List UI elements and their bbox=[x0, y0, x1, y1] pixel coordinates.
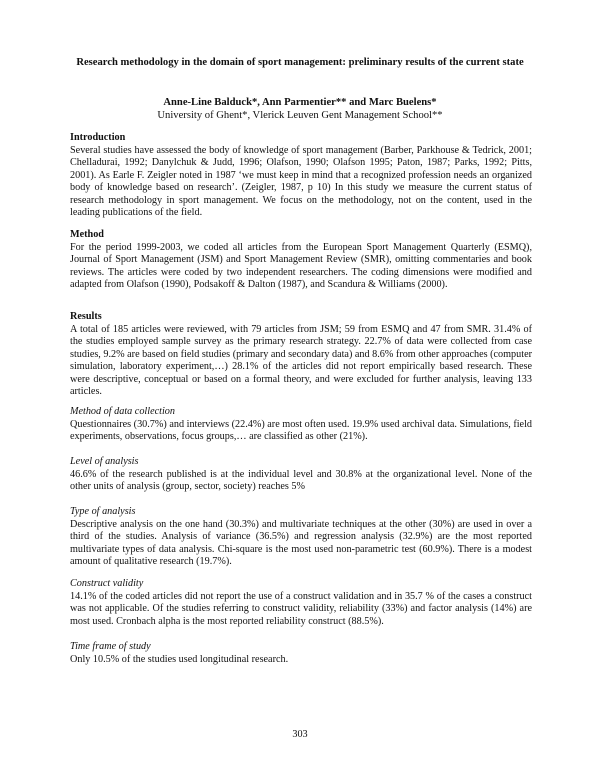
section-paragraph: Descriptive analysis on the one hand (30.3%) and multivariate techniques at the other (30%) are used in over a third of the studies. Analysis of variance (36.5%) and regression analysis (32.9%) are the most reported multivariate types of data analysis. Chi-square is the most used non-parametric test (60.9%). There is a modest amount of qualitative research (19.7%). bbox=[70, 518, 532, 567]
subsection-heading: Time frame of study bbox=[70, 641, 151, 652]
subsection-type-of-analysis bbox=[70, 506, 532, 569]
section-paragraph: 46.6% of the research published is at the individual level and 30.8% at the organizational level. None of the other units of analysis (group, sector, society) reaches 5% bbox=[70, 468, 532, 492]
section-paragraph: For the period 1999-2003, we coded all articles from the European Sport Management Quarterly (ESMQ), Journal of Sport Management (JSM) and Sport Management Review (SMR), omitting commentaries and book reviews. The articles were coded by two independent researchers. The coding dimensions were modified and adapted from Olafson (1990), Podsakoff & Dalton (1987), and Scandura & Williams (2000). bbox=[70, 241, 532, 290]
paper-title: Research methodology in the domain of sport management: preliminary results of the current state bbox=[76, 57, 524, 68]
section-introduction bbox=[70, 132, 532, 220]
section-results bbox=[70, 311, 532, 399]
page-number: 303 bbox=[292, 729, 308, 740]
subsection-heading: Construct validity bbox=[70, 578, 144, 589]
subsection-heading: Level of analysis bbox=[70, 456, 139, 467]
section-heading: Introduction bbox=[70, 132, 126, 143]
subsection-heading: Method of data collection bbox=[70, 406, 175, 417]
subsection-level-of-analysis bbox=[70, 456, 532, 494]
section-paragraph: Only 10.5% of the studies used longitudinal research. bbox=[70, 653, 289, 665]
subsection-time-frame bbox=[70, 641, 532, 666]
section-heading: Method bbox=[70, 229, 104, 240]
subsection-data-collection bbox=[70, 406, 532, 444]
section-heading: Results bbox=[70, 311, 102, 322]
author-list: Anne-Line Balduck*, Ann Parmentier** and Marc Buelens* bbox=[163, 97, 437, 108]
affiliation: University of Ghent*, Vlerick Leuven Gent Management School** bbox=[157, 110, 443, 121]
section-method bbox=[70, 229, 532, 292]
section-paragraph: A total of 185 articles were reviewed, with 79 articles from JSM; 59 from ESMQ and 47 from SMR. 31.4% of the studies employed sample survey as the primary research strategy. 22.7% of data were collected from case studies, 9.2% are based on field studies (primary and secondary data) and 8.6% from other approaches (computer simulation, laboratory experiment,…) 28.1% of the articles did not report empirically based research. These were descriptive, conceptual or based on a formal theory, and were excluded for further analysis, leaving 133 articles. bbox=[70, 323, 532, 397]
section-paragraph: Several studies have assessed the body of knowledge of sport management (Barber, Parkhouse & Tedrick, 2001; Chelladurai, 1992; Danylchuk & Judd, 1996; Olafson, 1990; Olafson 1995; Paton, 1987; Parks, 1992; Pitts, 2001). As Earle F. Zeigler noted in 1987 ‘we must keep in mind that a recognized profession needs an organized body of knowledge based on research’. (Zeigler, 1987, p 10) In this study we measure the current status of research methodology in sport management. We focus on the methodology, not on the content, used in the leading publications of the field. bbox=[70, 144, 532, 218]
section-paragraph: 14.1% of the coded articles did not report the use of a construct validation and in 35.7 % of the cases a construct was not applicable. Of the studies referring to construct validity, reliability (33%) and factor analysis (14%) are most used. Cronbach alpha is the most reported reliability construct (88.5%). bbox=[70, 590, 532, 627]
subsection-heading: Type of analysis bbox=[70, 506, 136, 517]
subsection-construct-validity bbox=[70, 578, 532, 628]
section-paragraph: Questionnaires (30.7%) and interviews (22.4%) are most often used. 19.9% used archival data. Simulations, field experiments, observations, focus groups,… are classified as other (21%). bbox=[70, 418, 532, 442]
